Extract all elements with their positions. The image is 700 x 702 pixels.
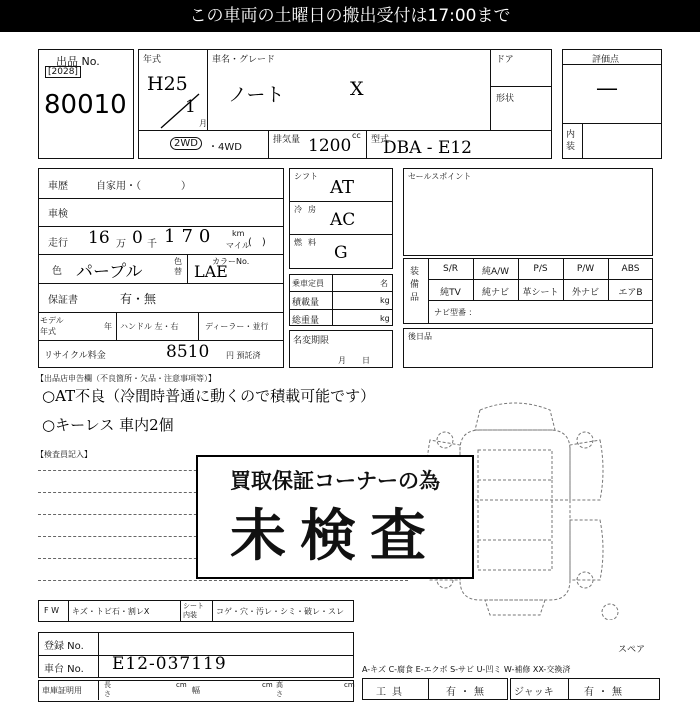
model-row-handle: ハンドル 左・右 — [120, 322, 179, 331]
lot-label: 出品 No. — [56, 55, 100, 68]
sales-point-label: セールスポイント — [408, 172, 472, 181]
later-date-box — [403, 328, 653, 368]
weight-unit: kg — [380, 314, 390, 323]
mileage-unit2: マイル — [226, 241, 250, 250]
cert-height-cm: cm — [344, 681, 355, 689]
warranty-value: 有・無 — [120, 292, 157, 306]
shift-value: AT — [330, 177, 355, 198]
model-row-dealer: ディーラー・並行 — [205, 322, 269, 331]
load-unit: kg — [380, 296, 390, 305]
navi-model-label: ナビ型番 ： — [434, 308, 477, 317]
color-change-label: 色替 — [174, 257, 182, 276]
score-label: 評価点 — [592, 55, 620, 65]
cert-width-cm: cm — [262, 681, 273, 689]
shift-label: シフト — [294, 172, 318, 181]
legend-seat-text: コゲ・穴・汚レ・シミ・破レ・スレ — [216, 607, 344, 616]
capacity-label: 乗車定員 — [292, 279, 324, 288]
model-code-label: 型式 — [371, 135, 390, 145]
model-row-label2: 年式 — [40, 327, 56, 336]
registration-label: 登録 No. — [44, 641, 84, 652]
recycle-label: リサイクル料金 — [44, 351, 106, 361]
recycle-unit: 円 預託済 — [226, 351, 261, 360]
legend-seat: シート内装 — [183, 602, 204, 619]
lot-badge: [2028] — [45, 66, 81, 78]
legend-fw-text: キズ・トビ石・割レX — [72, 607, 150, 616]
mileage-label: 走行 — [48, 238, 68, 249]
stamp-title: 買取保証コーナーの為 — [230, 469, 440, 493]
mileage-man: 16 — [88, 228, 110, 248]
interior-label: 内装 — [566, 130, 576, 152]
cert-width: 幅 — [192, 686, 200, 695]
equip-pw: P/W — [576, 264, 595, 274]
cert-height: 高さ — [276, 681, 283, 698]
model-label: 車名・グレード — [212, 55, 276, 65]
equip-ext-navi: 外ナビ — [571, 288, 599, 298]
lot-number: 80010 — [44, 90, 127, 120]
color-label: 色 — [52, 266, 62, 277]
equip-navi: 純ナビ — [481, 288, 509, 298]
load-label: 積載量 — [292, 298, 320, 308]
later-date-label: 後日品 — [408, 332, 432, 341]
cert-length-cm: cm — [176, 681, 187, 689]
name-change-label: 名変期限 — [293, 336, 330, 346]
tools-value: 有・無 — [446, 687, 488, 698]
legend-fw: F W — [44, 606, 60, 615]
warranty-label: 保証書 — [48, 295, 78, 306]
fuel-label: 燃料 — [294, 238, 322, 247]
year-slash — [155, 90, 205, 130]
inspector-label: 【検査員記入】 — [36, 450, 92, 459]
model-code-value: DBA - E12 — [383, 138, 472, 158]
equip-sr: S/R — [443, 264, 458, 274]
chassis-label: 車台 No. — [44, 664, 84, 675]
score-value: — — [596, 76, 618, 101]
seller-notes-label: 【出品店申告欄（不良箇所・欠品・注意事項等）】 — [36, 374, 216, 383]
model-name: ノート — [228, 84, 285, 106]
model-row-year-unit: 年 — [104, 322, 112, 331]
capacity-unit: 名 — [380, 279, 388, 288]
displacement-unit: cc — [352, 131, 361, 140]
seller-notes-line2: ○キーレス 車内2個 — [42, 416, 174, 434]
color-code-label: カラーNo. — [212, 257, 250, 266]
model-grade: X — [350, 78, 364, 100]
mileage-unit: km — [232, 229, 245, 238]
shape-label: 形状 — [496, 94, 515, 104]
mileage-sen-unit: 千 — [147, 239, 157, 250]
mileage-sen: 0 — [132, 228, 143, 248]
mileage-paren: ( ) — [248, 237, 266, 248]
equip-aw: 純A/W — [481, 267, 510, 277]
drive-4wd: ・4WD — [208, 142, 242, 153]
aircon-value: AC — [330, 210, 356, 230]
equip-leather: 革シート — [522, 288, 559, 298]
displacement-label: 排気量 — [273, 135, 301, 145]
equip-airbag: エアB — [618, 288, 643, 298]
tools-label: 工具 — [376, 687, 408, 698]
chassis-value: E12-037119 — [112, 654, 227, 674]
equip-tv: 純TV — [440, 288, 461, 298]
year-label: 年式 — [143, 55, 162, 65]
color-code: LAE — [194, 262, 228, 281]
equipment-label: 装備品 — [410, 267, 420, 303]
history-value: 自家用・（ ） — [96, 181, 191, 192]
cert-length: 長さ — [104, 681, 111, 698]
door-label: ドア — [496, 55, 514, 65]
fuel-value: G — [334, 243, 348, 263]
equip-abs: ABS — [621, 264, 640, 274]
jack-label: ジャッキ — [514, 687, 554, 698]
mileage-rest: 170 — [164, 226, 217, 247]
name-change-unit: 月 日 — [338, 356, 370, 365]
score-box — [562, 49, 662, 159]
seller-notes-line1: ○AT不良（冷間時普通に動くので積載可能です） — [42, 387, 376, 405]
stamp-main: 未検査 — [230, 504, 440, 569]
inspection-label: 車検 — [48, 209, 68, 220]
displacement-value: 1200 — [308, 136, 352, 156]
recycle-value: 8510 — [166, 342, 210, 362]
history-label: 車歴 — [48, 181, 68, 192]
aircon-label: 冷房 — [294, 205, 322, 214]
cert-label: 車庫証明用 — [42, 686, 82, 695]
year-era: H25 — [147, 73, 188, 95]
saturday-pickup-banner: この車両の土曜日の搬出受付は17:00まで — [0, 0, 700, 32]
drive-2wd: 2WD — [170, 137, 202, 150]
damage-codes: A-キズ C-腐食 E-エクボ S-サビ U-凹ミ W-補修 XX-交換済 — [362, 665, 571, 674]
weight-label: 総重量 — [292, 316, 320, 326]
color-value: パープル — [76, 262, 143, 282]
equip-ps: P/S — [533, 264, 548, 274]
model-row-label1: モデル — [40, 316, 64, 325]
mileage-man-unit: 万 — [116, 239, 126, 250]
year-month: 1 — [185, 97, 196, 117]
year-month-unit: 月 — [199, 119, 207, 128]
spare-label: スペア — [618, 645, 646, 655]
jack-value: 有・無 — [584, 687, 626, 698]
